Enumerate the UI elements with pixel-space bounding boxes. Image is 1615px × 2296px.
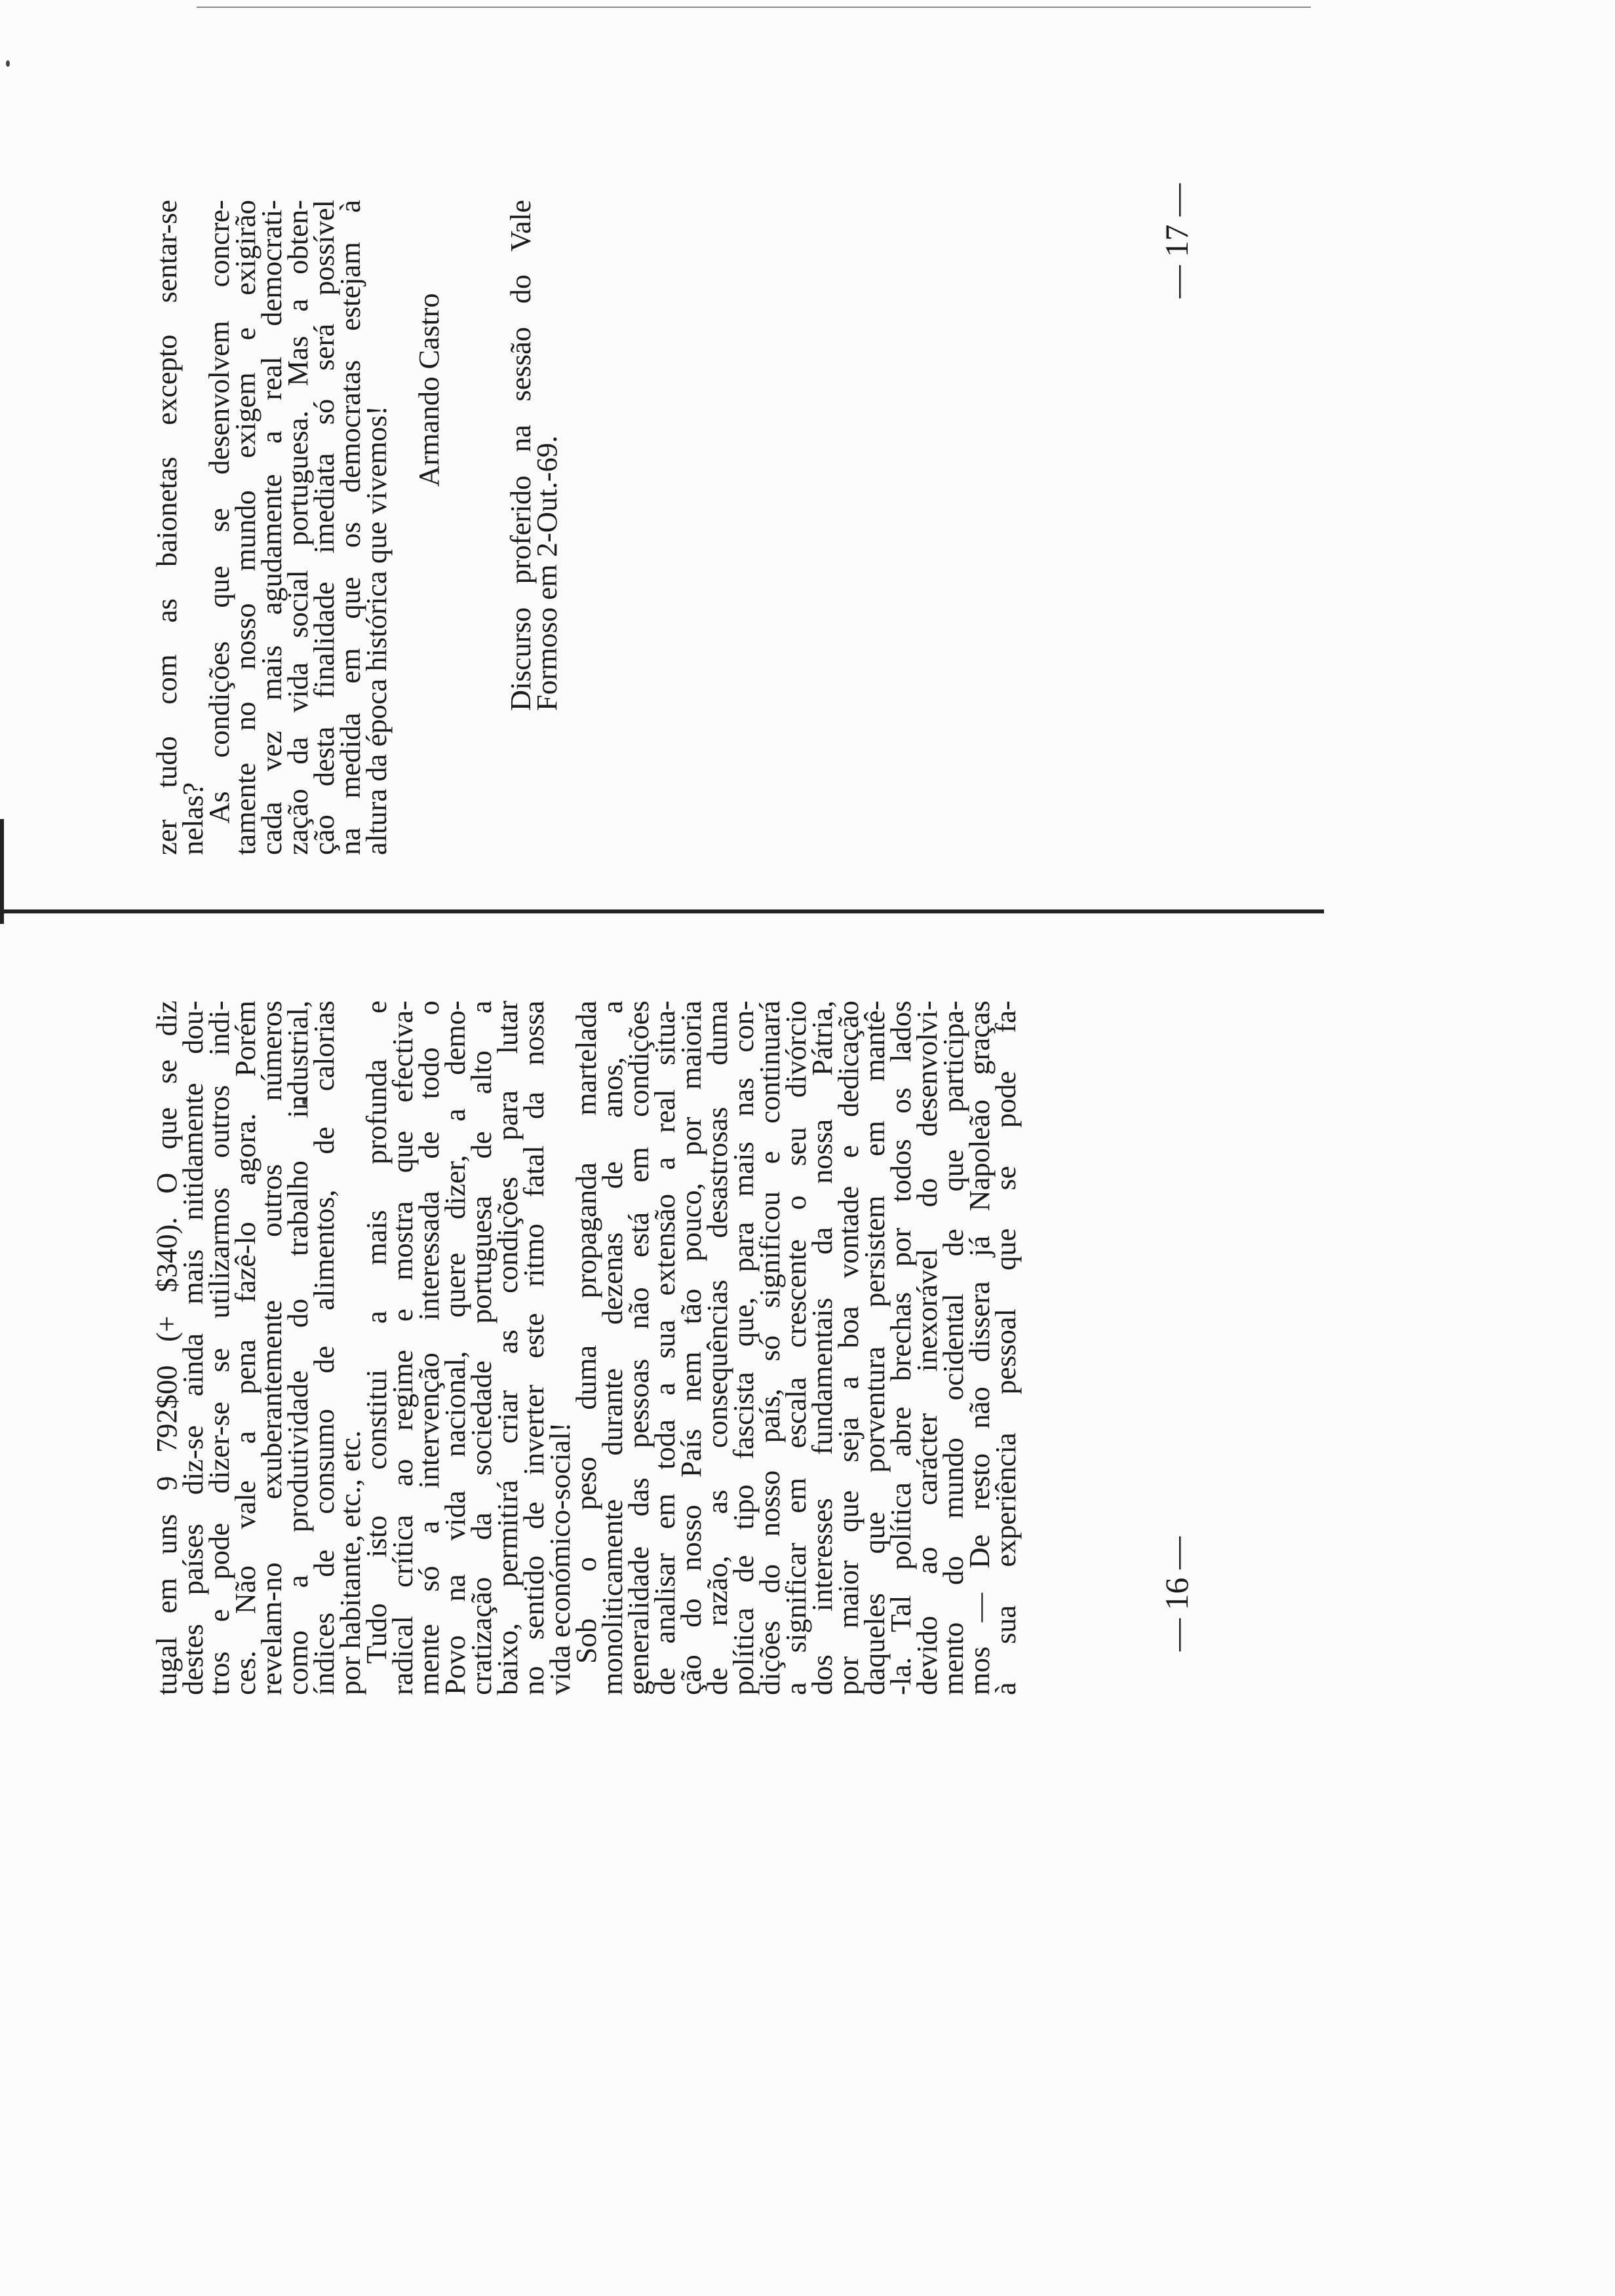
text-line: cada vez mais agudamente a real democrati-: [255, 200, 288, 855]
page-divider-rule: [0, 909, 1324, 913]
text-line: dos interesses fundamentais da nossa Pátria,: [806, 1001, 838, 1695]
text-line: As condições que se desenvolvem concre-: [203, 200, 235, 824]
text-line: ces. Não vale a pena fazê-lo agora. Porém: [229, 1001, 262, 1695]
text-line: destes países diz-se ainda mais nitidamente dou-: [176, 1001, 209, 1695]
text-line: na medida em que os democratas estejam à: [334, 200, 366, 855]
text-line: radical crítica ao regime e mostra que efectiva-: [386, 1001, 419, 1695]
text-line: mos — De resto não dissera já Napoleão graças: [963, 1001, 996, 1695]
text-line: zer tudo com as baionetas excepto sentar-se: [150, 200, 183, 855]
text-line: generalidade das pessoas não está em condições: [622, 1001, 655, 1695]
text-line: como a produtividade do trabalho industrial,: [281, 1001, 314, 1695]
text-line: tros e pode dizer-se se utilizarmos outros indi-: [203, 1001, 235, 1695]
speech-source-note: Discurso proferido na sessão do Vale: [504, 200, 537, 711]
text-line: dições do nosso país, só significou e continuará: [753, 1001, 786, 1695]
text-line: Povo na vida nacional, quere dizer, a demo-: [438, 1001, 471, 1695]
text-line: a significar em escala crescente o seu divórcio: [779, 1001, 812, 1695]
text-line: tugal em uns 9 792$00 (+ $340). O que se diz: [150, 1001, 183, 1695]
text-line: daqueles que porventura persistem em mantê-: [858, 1001, 891, 1695]
binding-edge-mark: [0, 819, 4, 924]
dust-speck: [6, 60, 10, 67]
text-line: Sob o peso duma propaganda martelada: [570, 1001, 602, 1664]
text-line: Tudo isto constitui a mais profunda e: [360, 1001, 393, 1664]
text-line: índices de consumo de alimentos, de calorias: [307, 1001, 340, 1695]
text-line: cratização da sociedade portuguesa de alto a: [465, 1001, 497, 1695]
text-line: ção desta finalidade imediata só será possível: [307, 200, 340, 855]
text-line: mente só a intervenção interessada de todo o: [412, 1001, 445, 1695]
text-line: altura da época histórica que vivemos!: [360, 406, 393, 855]
text-line: de analisar em toda a sua extensão a real situa-: [648, 1001, 681, 1695]
page-17-number: — 17 —: [1158, 183, 1195, 298]
text-line: zação da vida social portuguesa. Mas a obten-: [281, 200, 314, 855]
author-signature: Armando Castro: [412, 293, 445, 487]
text-line: por habitante, etc., etc.: [334, 1430, 366, 1695]
speech-source-note: Formoso em 2-Out.-69.: [530, 435, 563, 711]
text-line: mento do mundo ocidental de que participa-: [937, 1001, 969, 1695]
text-line: baixo, permitirá criar as condições para lutar: [491, 1001, 524, 1695]
text-line: tamente no nosso mundo exigem e exigirão: [229, 200, 262, 855]
text-line: monoliticamente durante dezenas de anos, a: [596, 1001, 629, 1695]
text-line: no sentido de inverter este ritmo fatal da nossa: [517, 1001, 550, 1695]
text-line: vida económico-social!: [543, 1422, 576, 1695]
text-line: política de tipo fascista que, para mais nas con-: [727, 1001, 760, 1695]
page-17-text-column: [150, 200, 563, 855]
page-16-number: — 16 —: [1158, 1537, 1195, 1651]
text-line: -la. Tal política abre brechas por todos os lados: [884, 1001, 917, 1695]
page-top-edge: [197, 7, 1311, 8]
page-16-text-column: [150, 1001, 1022, 1695]
text-line: por maior que seja a boa vontade e dedicação: [832, 1001, 865, 1695]
text-line: revelam-no exuberantemente outros números: [255, 1001, 288, 1695]
text-line: ção do nosso País nem tão pouco, por maioria: [674, 1001, 707, 1695]
text-line: nelas?: [176, 782, 209, 855]
text-line: de razão, as consequências desastrosas duma: [701, 1001, 733, 1695]
text-line: à sua experiência pessoal que se pode fa-: [989, 1001, 1022, 1695]
text-line: devido ao carácter inexorável do desenvolvi-: [910, 1001, 943, 1695]
